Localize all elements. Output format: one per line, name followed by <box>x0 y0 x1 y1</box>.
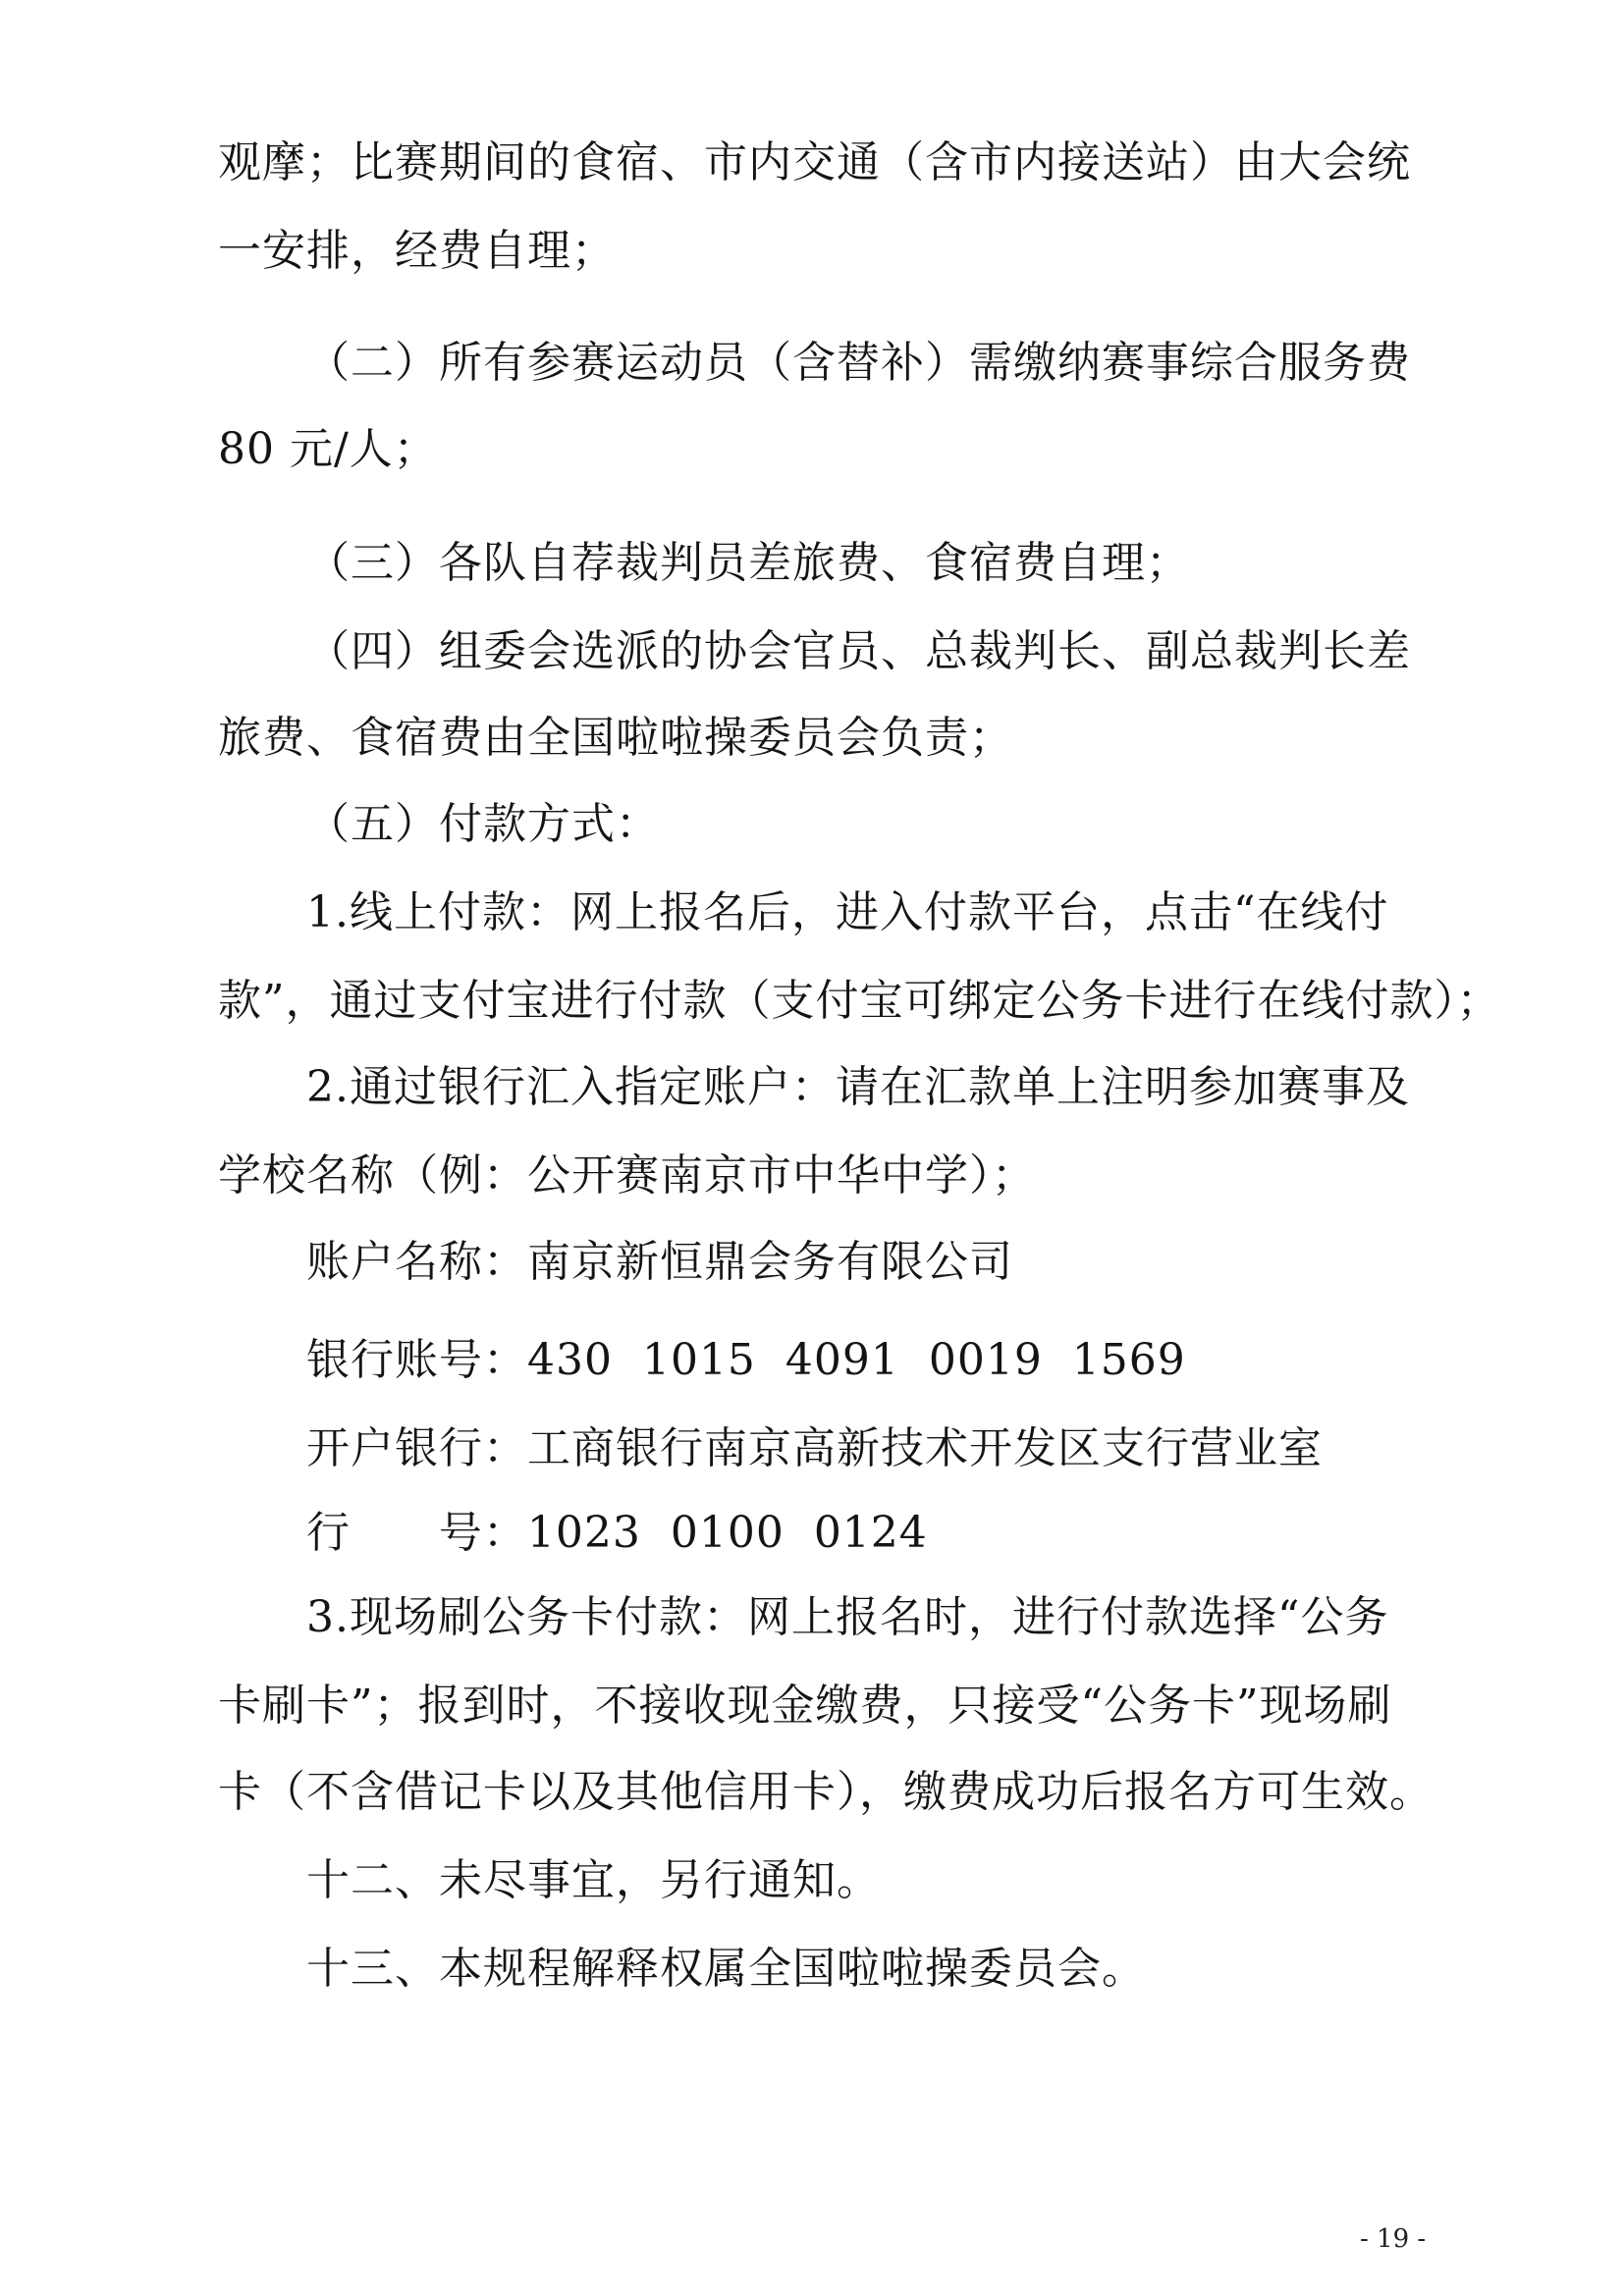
text-line: 银行账号：430 1015 4091 0019 1569 <box>306 1335 1186 1385</box>
text-line: 十三、本规程解释权属全国啦啦操委员会。 <box>306 1944 1146 1994</box>
text-line: （三）各队自荐裁判员差旅费、食宿费自理； <box>306 538 1190 588</box>
text-line: 观摩；比赛期间的食宿、市内交通（含市内接送站）由大会统 <box>218 137 1411 187</box>
text-line: 行 号：1023 0100 0124 <box>306 1508 928 1558</box>
text-line: 卡（不含借记卡以及其他信用卡），缴费成功后报名方可生效。 <box>218 1767 1434 1817</box>
text-line: 1.线上付款：网上报名后，进入付款平台，点击“在线付 <box>306 887 1389 937</box>
text-line: （二）所有参赛运动员（含替补）需缴纳赛事综合服务费 <box>306 338 1411 388</box>
text-line: 十二、未尽事宜，另行通知。 <box>306 1855 881 1905</box>
text-line: 旅费、食宿费由全国啦啦操委员会负责； <box>218 713 1013 763</box>
text-line: 卡刷卡”；报到时，不接收现金缴费，只接受“公务卡”现场刷 <box>218 1681 1392 1731</box>
text-line: 学校名称（例：公开赛南京市中华中学）； <box>218 1150 1036 1201</box>
text-line: 一安排，经费自理； <box>218 226 616 276</box>
text-line: 2.通过银行汇入指定账户：请在汇款单上注明参加赛事及 <box>306 1062 1410 1112</box>
text-line: 80 元/人； <box>218 424 438 474</box>
text-line: 款”，通过支付宝进行付款（支付宝可绑定公务卡进行在线付款）； <box>218 976 1501 1026</box>
text-line: （四）组委会选派的协会官员、总裁判长、副总裁判长差 <box>306 626 1411 676</box>
text-line: （五）付款方式： <box>306 799 660 849</box>
text-line: 账户名称：南京新恒鼎会务有限公司 <box>306 1237 1013 1287</box>
text-line: 开户银行：工商银行南京高新技术开发区支行营业室 <box>306 1423 1323 1473</box>
text-line: 3.现场刷公务卡付款：网上报名时，进行付款选择“公务 <box>306 1592 1389 1642</box>
page-number: - 19 - <box>1360 2224 1427 2254</box>
